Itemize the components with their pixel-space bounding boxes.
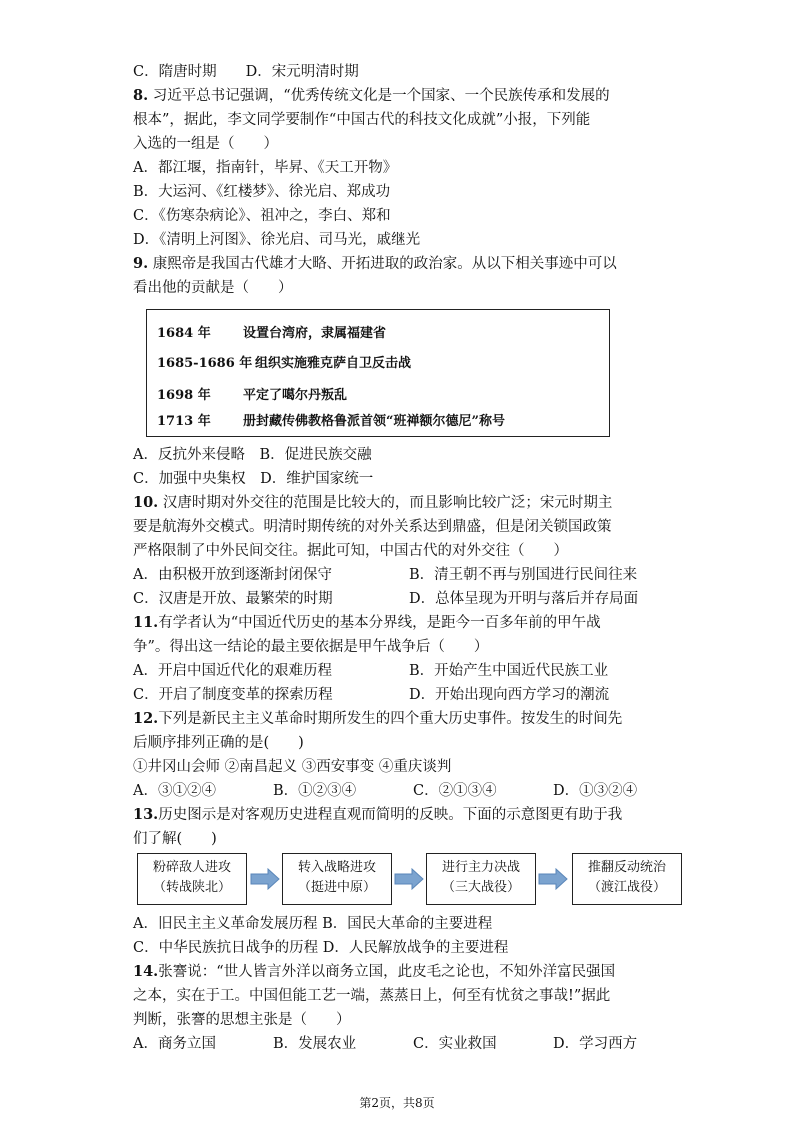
q10-options-ab — [133, 563, 637, 587]
q10-stem-line2: 要是航海外交模式。明清时期传统的对外关系达到鼎盛，但是闭关锁国政策 — [133, 519, 612, 535]
q11-options-ab — [133, 659, 608, 683]
flow-arrow-icon — [250, 868, 280, 890]
page-footer: 第2页，共8页 — [359, 1096, 435, 1110]
flow-box-2-bottom: （挺进中原） — [297, 880, 376, 895]
flow-box-4-bottom: （渡江战役） — [587, 880, 666, 895]
q9-stem-line2: 看出他的贡献是（ ） — [133, 280, 293, 296]
flow-box-3-bottom: （三大战役） — [441, 880, 520, 895]
q12-number: 12. — [133, 710, 159, 727]
q11-option-c: C．开启了制度变革的探索历程 — [133, 687, 333, 703]
q13-number: 13. — [133, 806, 159, 823]
q9-text-1: 康熙帝是我国古代雄才大略、开拓进取的政治家。从以下相关事迹中可以 — [148, 256, 617, 272]
q8-option-c: C．《伤寒杂病论》、祖冲之，李白、郑和 — [133, 208, 391, 224]
q10-stem-line3: 严格限制了中外民间交往。据此可知，中国古代的对外交往（ ） — [133, 543, 568, 559]
q9-stem-line1 — [133, 252, 673, 276]
flow-box-4-top: 推翻反动统治 — [587, 860, 666, 875]
q14-stem-line1 — [133, 960, 673, 984]
q12-option-a: A．③①②④ — [133, 783, 216, 799]
table-row — [157, 410, 505, 429]
q11-text-1: 有学者认为“中国近代历史的基本分界线，是距今一百多年前的甲午战 — [158, 615, 601, 631]
q9-number: 9. — [133, 255, 149, 272]
table-year: 1684 年 — [157, 326, 211, 341]
kangxi-events-table — [146, 309, 610, 437]
q12-text-1: 下列是新民主主义革命时期所发生的四个重大历史事件。按发生的时间先 — [158, 711, 623, 727]
table-row — [157, 322, 386, 341]
flow-box-4 — [572, 853, 682, 905]
q11-stem-line2: 争”。得出这一结论的最主要依据是甲午战争后（ ） — [133, 639, 489, 655]
q10-option-d: D．总体呈现为开明与落后并存局面 — [409, 591, 639, 607]
flow-box-3-top: 进行主力决战 — [441, 860, 520, 875]
q14-option-d: D．学习西方 — [553, 1036, 638, 1052]
flow-box-1-top: 粉碎敌人进攻 — [152, 860, 231, 875]
q8-stem-line3: 入选的一组是（ ） — [133, 136, 278, 152]
q12-stem-line2: 后顺序排列正确的是( ) — [133, 735, 304, 751]
flow-box-2 — [282, 853, 392, 905]
q14-number: 14. — [133, 963, 159, 980]
q11-stem-line1 — [133, 611, 673, 635]
q8-number: 8. — [133, 87, 149, 104]
q10-option-a: A．由积极开放到逐渐封闭保守 — [133, 567, 332, 583]
q12-options — [133, 779, 637, 803]
q14-stem-line2: 之本，实在于工。中国但能工艺一端，蒸蒸日上，何至有忧贫之事哉!”据此 — [133, 988, 611, 1004]
table-year: 1685-1686 年 — [157, 356, 253, 371]
q11-option-b: B．开始产生中国近代民族工业 — [409, 663, 609, 679]
q14-text-1: 张謇说：“世人皆言外洋以商务立国，此皮毛之论也，不知外洋富民强国 — [158, 964, 616, 980]
q7-options-cd: C．隋唐时期 D．宋元明清时期 — [133, 64, 359, 80]
q12-events: ①井冈山会师 ②南昌起义 ③西安事变 ④重庆谈判 — [133, 759, 452, 775]
q9-options-cd: C．加强中央集权 D．维护国家统一 — [133, 471, 374, 487]
flow-box-1-bottom: （转战陕北） — [152, 880, 231, 895]
q8-stem-line1 — [133, 84, 673, 108]
q10-option-c: C．汉唐是开放、最繁荣的时期 — [133, 591, 333, 607]
q13-stem-line1 — [133, 803, 673, 827]
q8-option-d: D．《清明上河图》、徐光启、司马光，戚继光 — [133, 232, 421, 248]
q11-option-a: A．开启中国近代化的艰难历程 — [133, 663, 332, 679]
q11-number: 11. — [133, 614, 159, 631]
q12-option-c: C．②①③④ — [413, 783, 497, 799]
q10-number: 10. — [133, 494, 159, 511]
q14-option-a: A．商务立国 — [133, 1036, 216, 1052]
table-event: 平定了噶尔丹叛乱 — [243, 388, 348, 403]
q14-options — [133, 1032, 637, 1056]
flow-box-2-top: 转入战略进攻 — [297, 860, 376, 875]
q13-stem-line2: 们了解( ) — [133, 831, 217, 847]
q11-option-d: D．开始出现向西方学习的潮流 — [409, 687, 610, 703]
table-row — [157, 352, 411, 371]
q14-stem-line3: 判断，张謇的思想主张是（ ） — [133, 1012, 351, 1028]
q11-options-cd — [133, 683, 609, 707]
q13-options-cd: C．中华民族抗日战争的历程 D．人民解放战争的主要进程 — [133, 940, 509, 956]
q14-option-c: C．实业救国 — [413, 1036, 497, 1052]
flow-box-3 — [426, 853, 536, 905]
q8-option-a: A．都江堰，指南针，毕昇、《天工开物》 — [133, 160, 398, 176]
table-event: 册封藏传佛教格鲁派首领“班禅额尔德尼”称号 — [243, 414, 505, 429]
q13-options-ab: A．旧民主主义革命发展历程 B．国民大革命的主要进程 — [133, 916, 493, 932]
table-row — [157, 384, 347, 403]
q10-options-cd — [133, 587, 638, 611]
table-year: 1698 年 — [157, 388, 211, 403]
flow-arrow-icon — [538, 868, 568, 890]
q8-stem-line2: 根本”，据此，李文同学要制作“中国古代的科技文化成就”小报，下列能 — [133, 112, 591, 128]
q13-text-1: 历史图示是对客观历史进程直观而简明的反映。下面的示意图更有助于我 — [158, 807, 623, 823]
q14-option-b: B．发展农业 — [273, 1036, 357, 1052]
flow-box-1 — [137, 853, 247, 905]
table-event: 组织实施雅克萨自卫反击战 — [255, 356, 412, 371]
q10-stem-line1 — [133, 491, 673, 515]
q12-stem-line1 — [133, 707, 673, 731]
q12-option-d: D．①③②④ — [553, 783, 638, 799]
q10-option-b: B．清王朝不再与别国进行民间往来 — [409, 567, 638, 583]
q10-text-1: 汉唐时期对外交往的范围是比较大的，而且影响比较广泛；宋元时期主 — [158, 495, 613, 511]
flow-arrow-icon — [394, 868, 424, 890]
q8-option-b: B．大运河、《红楼梦》、徐光启、郑成功 — [133, 184, 391, 200]
table-event: 设置台湾府，隶属福建省 — [243, 326, 387, 341]
q8-text-1: 习近平总书记强调，“优秀传统文化是一个国家、一个民族传承和发展的 — [148, 88, 610, 104]
table-year: 1713 年 — [157, 414, 211, 429]
q9-options-ab: A．反抗外来侵略 B．促进民族交融 — [133, 447, 372, 463]
q12-option-b: B．①②③④ — [273, 783, 357, 799]
